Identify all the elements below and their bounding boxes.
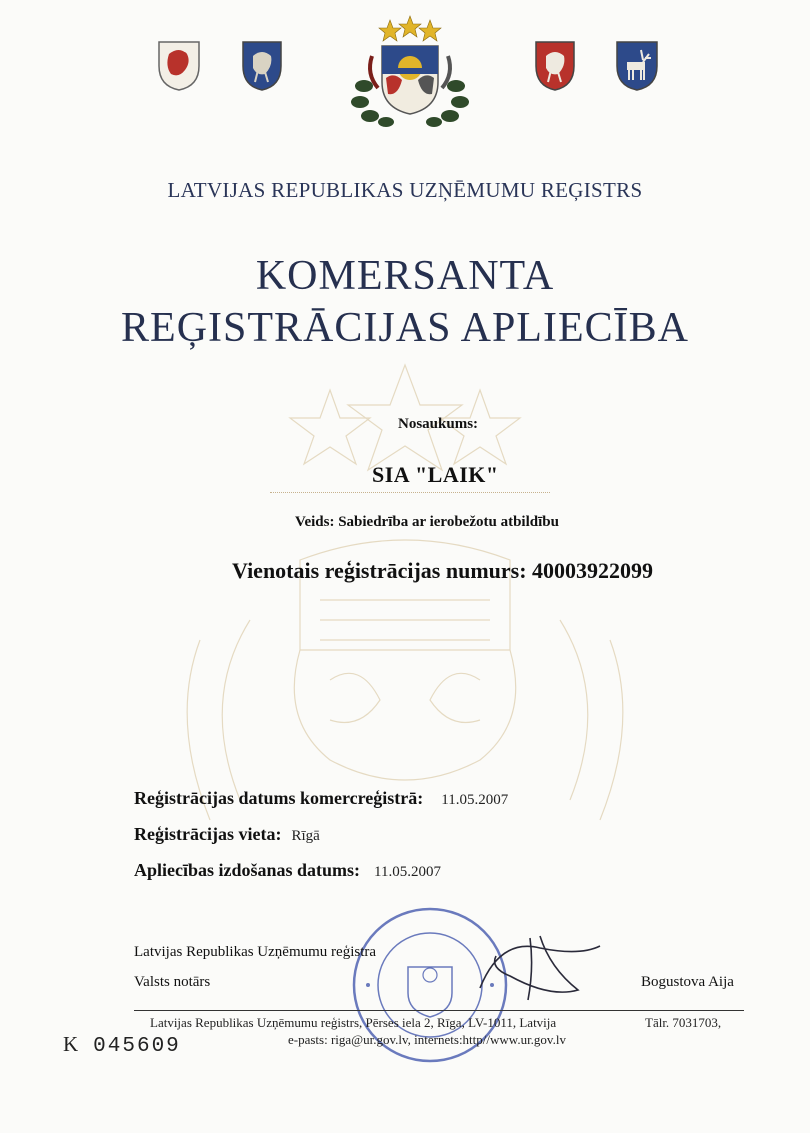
latvia-coat-of-arms-icon (350, 16, 470, 128)
latgale-elk-shield-icon (615, 40, 659, 92)
kurzeme-lion-shield-icon (157, 40, 201, 92)
notary-signature-icon (470, 928, 610, 1008)
company-name-label: Nosaukums: (398, 416, 479, 432)
registration-place-value: Rīgā (291, 828, 320, 844)
issue-date-value: 11.05.2007 (374, 864, 441, 880)
vidzeme-griffin-shield-icon (241, 40, 283, 92)
registration-date-value: 11.05.2007 (441, 792, 509, 808)
issue-date-label: Apliecības izdošanas datums: (134, 860, 361, 880)
certificate-title-line1: KOMERSANTA (255, 253, 555, 299)
footer-divider (134, 1010, 744, 1011)
footer-phone: Tālr. 7031703, (645, 1015, 722, 1030)
company-type: Veids: Sabiedrība ar ierobežotu atbildību (295, 514, 559, 530)
serial-number (63, 1032, 181, 1058)
registration-place-label: Reģistrācijas vieta: (134, 824, 282, 844)
certificate-title-line2: REĢISTRĀCIJAS APLIECĪBA (121, 305, 689, 351)
name-underline (270, 492, 550, 493)
serial-prefix: K (63, 1032, 80, 1056)
notary-name: Bogustova Aija (641, 974, 734, 990)
footer-address: Latvijas Republikas Uzņēmumu reģistrs, Pērses iela 2, Rīga, LV-1011, Latvija (150, 1015, 557, 1030)
serial-digits: 045609 (93, 1035, 181, 1058)
registration-date-label: Reģistrācijas datums komercreģistrā: (134, 788, 424, 808)
registration-date-row (134, 788, 508, 809)
issue-date-row (134, 860, 441, 881)
zemgale-griffin-shield-icon (534, 40, 576, 92)
signature-org: Latvijas Republikas Uzņēmumu reģistra (134, 944, 377, 960)
registration-number: Vienotais reģistrācijas numurs: 40003922099 (232, 558, 654, 583)
footer-contacts: e-pasts: riga@ur.gov.lv, internets:http//www.ur.gov.lv (288, 1032, 566, 1047)
certificate-title (0, 250, 810, 354)
registry-name: LATVIJAS REPUBLIKAS UZŅĒMUMU REĢISTRS (167, 178, 643, 202)
notary-role: Valsts notārs (134, 974, 211, 990)
registration-place-row (134, 824, 320, 845)
company-name: SIA "LAIK" (372, 462, 499, 487)
